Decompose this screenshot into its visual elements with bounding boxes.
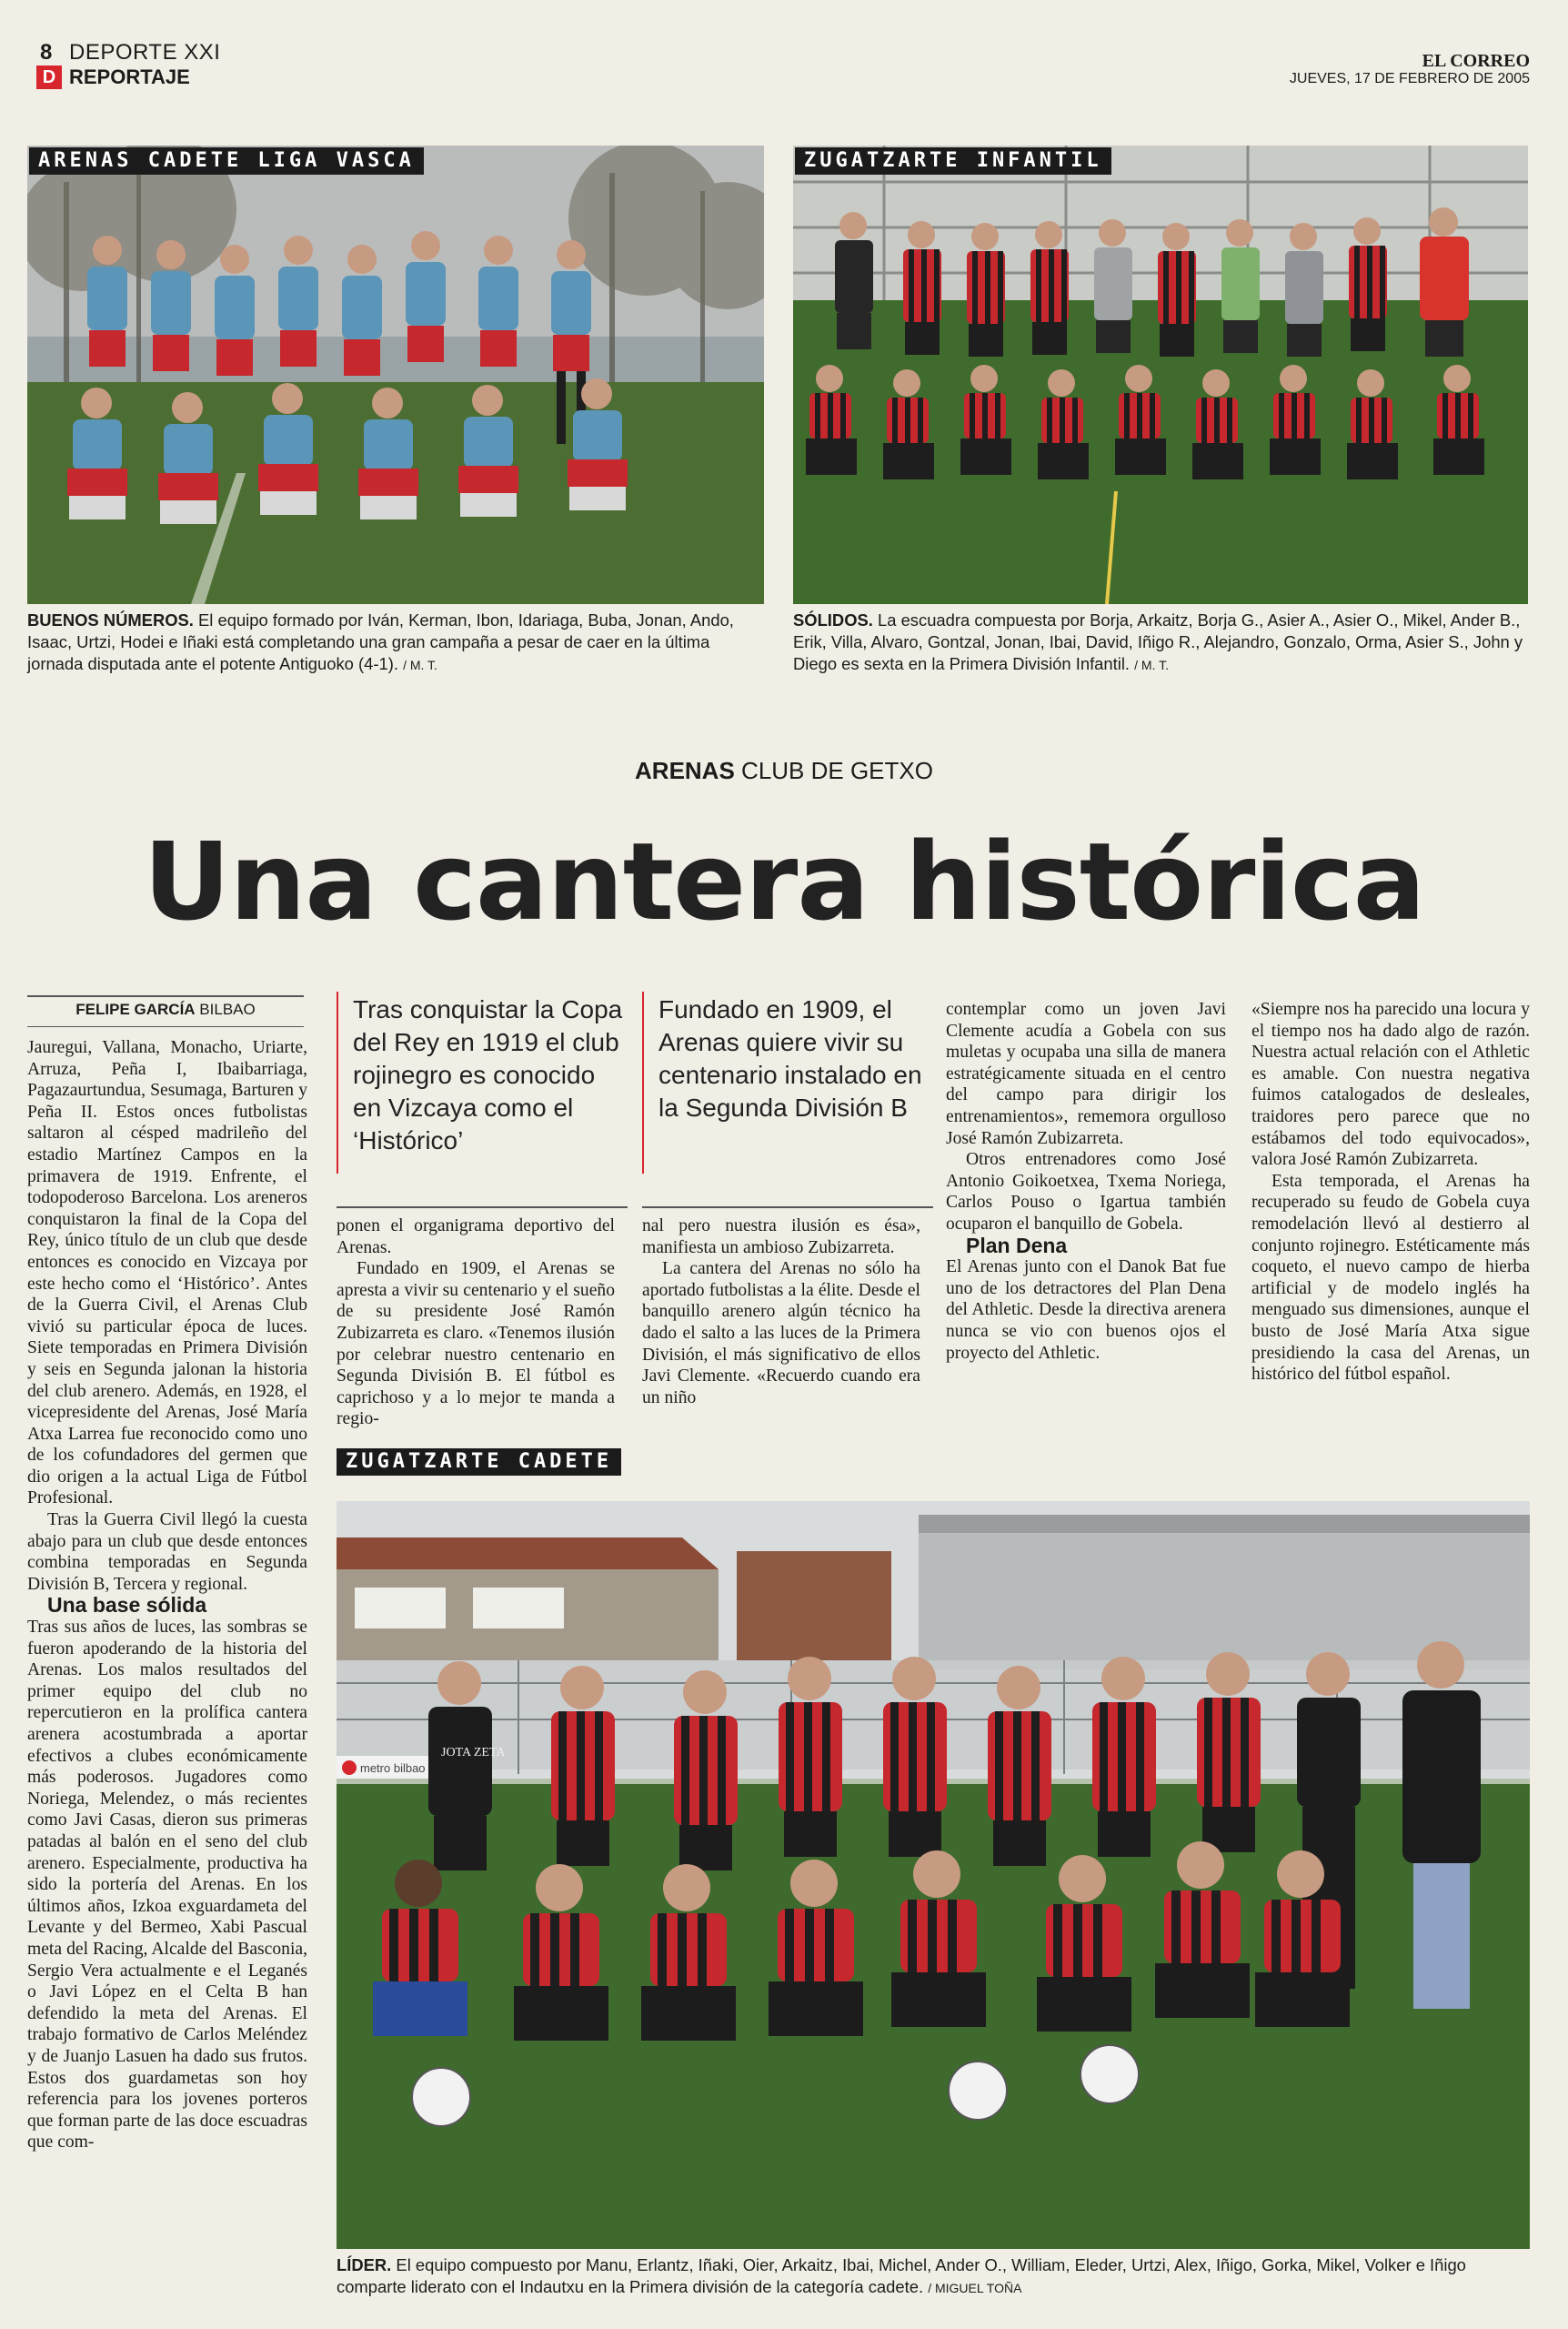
paragraph: Jauregui, Vallana, Monacho, Uriarte, Arruza, Peña I, Ibaibarriaga, Pagazaurtundua, Sesumaga, Barturen y Peña II. Estos onces futbolistas saltaron al césped madrileño del estadio Martínez Campos en la primavera de 1919. Enfrente, el todopoderoso Barcelona. Los areneros conquistaron la final de la Copa del Rey, único título de un club que desde entonces es conocido en Vizcaya por este hecho como el ‘Histórico’. Antes de la Guerra Civil, el Arenas Club vivió su particular época de luces. Siete temporadas en Primera División y seis en Segunda jalonan la historia del club arenero. Además, en 1928, el vicepresidente del Arenas, José María Atxa Larrea fue reconocido como uno de los cofundadores del germen que dio origen a la actual Liga de Fútbol Profesional.	[27, 1038, 307, 1508]
section-name: DEPORTE XXI	[69, 40, 221, 65]
byline	[27, 1001, 304, 1019]
subhead-base-solida: Una base sólida	[47, 1593, 207, 1618]
paragraph: El Arenas junto con el Danok Bat fue uno de los detractores del Plan Dena del Athletic. Desde la directiva arenera nunca se vio con buenos ojos el proyecto del Athletic.	[946, 1257, 1226, 1363]
subsection-name: REPORTAJE	[69, 66, 190, 88]
photo-zugatzarte-cadete	[337, 1501, 1530, 2249]
article-column-5	[1251, 999, 1530, 1386]
paragraph: Tras la Guerra Civil llegó la cuesta abajo para un club que desde entonces combina temporadas en Segunda División B, Tercera y regional.	[27, 1510, 307, 1594]
kicker-rest: CLUB DE GETXO	[734, 757, 933, 784]
photo-credit: / MIGUEL TOÑA	[928, 2281, 1022, 2295]
byline-author: FELIPE GARCÍA	[75, 1001, 196, 1018]
pull-quote-2: Fundado en 1909, el Arenas quiere vivir su centenario instalado en la Segunda División B	[658, 995, 922, 1122]
paragraph: Tras sus años de luces, las sombras se fueron apoderando de la historia del Arenas. Los malos resultados del primer equipo del club no repercutieron en la prolífica cantera arenera acostumbrada a aportar efectivos a clubes económicamente más poderosos. Jugadores como Noriega, Melendez, o más recientes como Javi Casas, dieron sus primeras patadas al balón en el seno del club arenero. Especialmente, productiva ha sido la portería del Arenas. En los últimos años, Izkoa exguardameta del Levante y del Bermeo, Xabi Pascual meta del Racing, Alcalde del Basconia, Sergio Vera actualmente e el Leganés o Javi López en el Celta B han defendido la meta del Arenas. El trabajo formativo de Carlos Meléndez y de Juanjo Lasuen ha dado sus frutos. Estos dos guardametas son hoy referencia para los jovenes porteros que forman parte de las doce escuadras que com-	[27, 1618, 307, 2153]
paragraph: Fundado en 1909, el Arenas se apresta a vivir su centenario y el sueño de su presidente José Ramón Zubizarreta es claro. «Tenemos ilusión por celebrar nuestro centenario en Segunda División B. El fútbol es caprichoso y a lo mejor te manda a regio-	[337, 1259, 615, 1429]
article-headline: Una cantera histórica	[143, 819, 1425, 944]
article-column-3	[642, 1215, 920, 1408]
paragraph: Esta temporada, el Arenas ha recuperado su feudo de Gobela cuya remodelación llevó al destierro al conjunto rojinegro. Estéticamente más coqueto, el nuevo campo de hierba artificial y de modelo inglés ha menguado sus dimensiones, aunque el busto de José María Atxa sigue presidiendo la casa del Arenas, un histórico del fútbol español.	[1251, 1171, 1530, 1385]
issue-date: JUEVES, 17 DE FEBRERO DE 2005	[1289, 71, 1530, 86]
article-column-4	[946, 999, 1226, 1364]
photo-credit: / M. T.	[403, 658, 437, 672]
paragraph: nal pero nuestra ilusión es ésa», manifiesta un ambioso Zubizarreta.	[642, 1216, 920, 1257]
caption-text: El equipo formado por Iván, Kerman, Ibon, Idariaga, Buba, Jonan, Ando, Isaac, Urtzi, Hodei e Iñaki está completando una gran campaña a pesar de caer en la última jornada disputada ante el potente Antiguoko (4-1).	[27, 610, 734, 673]
caption-arenas-cadete	[27, 610, 764, 676]
byline-rule	[27, 995, 304, 997]
pull-quote-1: Tras conquistar la Copa del Rey en 1919 el club rojinegro es conocido en Vizcaya como el ‘Histórico’	[353, 995, 623, 1154]
paragraph: contemplar como un joven Javi Clemente acudía a Gobela con sus muletas y ocupaba una silla de manera estratégicamente situada en el centro del campo para dirigir los entrenamientos», rememora orgulloso José Ramón Zubizarreta.	[946, 1000, 1226, 1148]
newspaper-name: EL CORREO	[1422, 51, 1530, 71]
caption-text: La escuadra compuesta por Borja, Arkaitz, Borja G., Asier A., Asier O., Mikel, Ander B., Erik, Villa, Alvaro, Gontzal, Jonan, Ibai, David, Iñigo R., Alejandro, Gonzalo, Orma, Asier S., John y Diego es sexta en la Primera División Infantil.	[793, 610, 1523, 673]
article-column-2	[337, 1215, 615, 1430]
banner-metro-bilbao: metro bilbao	[360, 1761, 426, 1775]
caption-zugatzarte-cadete	[337, 2254, 1530, 2299]
photo-tag-zugatzarte-infantil: ZUGATZARTE INFANTIL	[795, 147, 1111, 175]
caption-zugatzarte-infantil	[793, 610, 1528, 676]
photo-credit: / M. T.	[1134, 658, 1170, 672]
subhead-plan-dena: Plan Dena	[966, 1233, 1068, 1257]
pull-quote-2-bar	[642, 992, 644, 1174]
caption-lead: BUENOS NÚMEROS.	[27, 610, 194, 630]
pull-quote-1-bar	[337, 992, 338, 1174]
paragraph: Otros entrenadores como José Antonio Goikoetxea, Txema Noriega, Carlos Pouso o Igartua también ocuparon el banquillo de Gobela.	[946, 1150, 1226, 1234]
shirt-sponsor: JOTA ZETA	[441, 1746, 506, 1759]
section-badge: D	[36, 66, 62, 89]
caption-lead: SÓLIDOS.	[793, 610, 873, 630]
photo-arenas-cadete	[27, 146, 764, 604]
article-kicker	[0, 757, 1568, 785]
pull-quote-2-rule	[642, 1206, 933, 1208]
photo-tag-zugatzarte-cadete: ZUGATZARTE CADETE	[337, 1448, 621, 1476]
byline-place: BILBAO	[195, 1001, 256, 1018]
kicker-club: ARENAS	[635, 757, 735, 784]
paragraph: La cantera del Arenas no sólo ha aportado futbolistas a la élite. Desde el banquillo arenero algún técnico ha dado el salto a las luces de la Primera División, el más significativo de ellos Javi Clemente. «Recuerdo cuando era un niño	[642, 1259, 920, 1407]
caption-text: El equipo compuesto por Manu, Erlantz, Iñaki, Oier, Arkaitz, Ibai, Michel, Ander O., William, Eleder, Urtzi, Alex, Iñigo, Gorka, Mikel, Volker e Iñigo comparte liderato con el Indautxu en la Primera división de la categoría cadete.	[337, 2255, 1466, 2296]
byline-rule-bottom	[27, 1026, 304, 1027]
photo-zugatzarte-infantil-image	[793, 146, 1528, 604]
photo-zugatzarte-infantil	[793, 146, 1528, 604]
photo-arenas-cadete-image	[27, 146, 764, 604]
paragraph: «Siempre nos ha parecido una locura y el tiempo nos ha dado algo de razón. Nuestra actual relación con el Athletic es amable. Con nuestra negativa fuimos catalogados de desleales, traidores pero parece que no estábamos del todo equivocados», valora José Ramón Zubizarreta.	[1251, 1000, 1530, 1170]
photo-tag-arenas-cadete: ARENAS CADETE LIGA VASCA	[29, 147, 424, 175]
caption-lead: LÍDER.	[337, 2255, 392, 2274]
photo-zugatzarte-cadete-image	[337, 1501, 1530, 2249]
article-column-1	[27, 1037, 307, 2153]
page-number: 8	[40, 40, 53, 65]
pull-quote-1-rule	[337, 1206, 628, 1208]
paragraph: ponen el organigrama deportivo del Arenas.	[337, 1216, 615, 1257]
